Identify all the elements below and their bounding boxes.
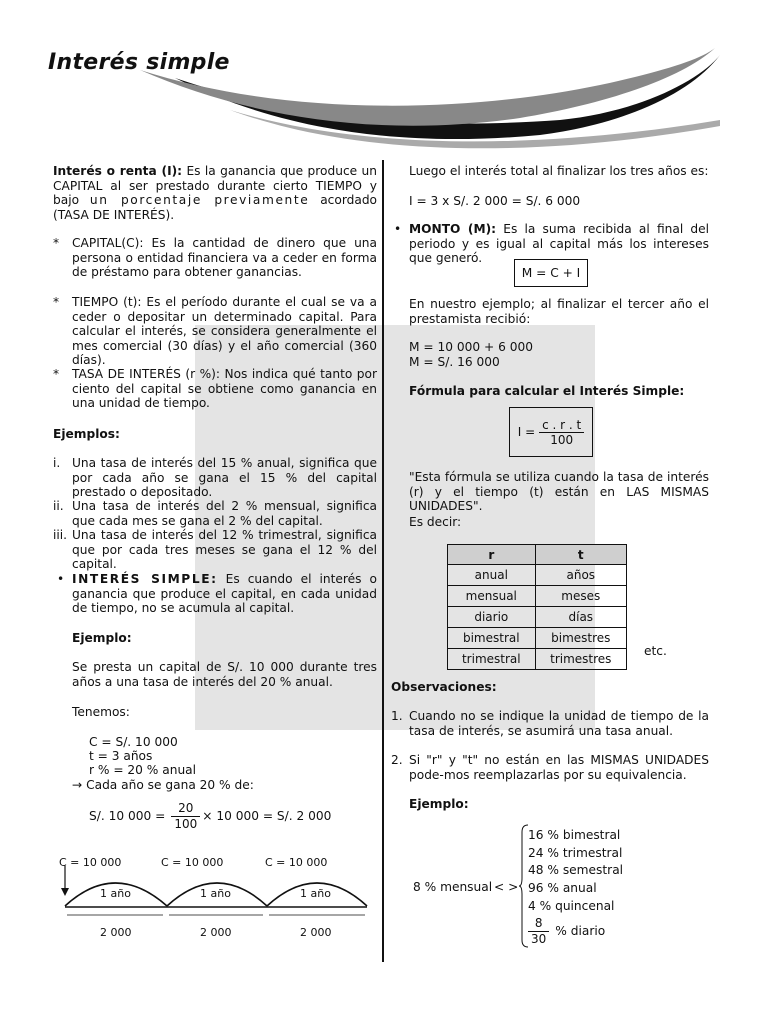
intro-text-end: acordado (TASA DE INTERÉS). <box>53 193 378 222</box>
interes-simple-text: Es cuando el interés o ganancia que produce el capital, en cada unidad de tiempo, no se acumula al capital. <box>72 572 377 616</box>
nuestro-ejemplo-text: En nuestro ejemplo; al finalizar el tercer año el prestamista recibió: <box>409 297 709 326</box>
table-row <box>448 649 627 670</box>
intro-text: Es la ganancia que produce un CAPITAL al ser prestado durante cierto TIEMPO y bajo <box>53 164 377 208</box>
rate-value: r % = 20 % anual <box>89 763 197 777</box>
timeline-gain-label-1: 2 000 <box>100 926 132 939</box>
capital-text: Es la cantidad de dinero que una persona o entidad financiera va a ceder en forma de préstamo para obtener ganancias. <box>72 236 377 280</box>
table-row <box>448 628 627 649</box>
etc-label: etc. <box>644 644 667 658</box>
header-swoosh-graphic <box>0 0 768 160</box>
column-divider <box>382 160 384 962</box>
capital-definition <box>72 236 377 280</box>
intro-spaced-text: un porcentaje previamente <box>89 193 310 208</box>
table-cell: trimestres <box>535 649 626 670</box>
table-cell: mensual <box>448 586 536 607</box>
monto-calc-line-2: M = S/. 16 000 <box>409 355 500 369</box>
monto-text: Es la suma recibida al final del periodo y es igual al capital más los intereses que generó. <box>409 222 710 266</box>
table-cell: días <box>535 607 626 628</box>
capital-term: CAPITAL(C): <box>72 236 144 250</box>
equivalence-item-5: 4 % quincenal <box>528 899 615 913</box>
example-iii: Una tasa de interés del 12 % trimestral, significa que por cada tres meses se gana el 12 % del capital. <box>72 528 377 572</box>
yearly-gain-line: → Cada año se gana 20 % de: <box>72 778 254 792</box>
formula-heading: Fórmula para calcular el Interés Simple: <box>409 384 685 398</box>
example-iii-marker: iii. <box>53 528 68 542</box>
example-ii-marker: ii. <box>53 499 64 513</box>
timeline-capital-label-1: C = 10 000 <box>59 856 122 869</box>
page-title: Interés simple <box>48 50 230 75</box>
calc-numerator: 20 <box>171 801 200 817</box>
luego-text: Luego el interés total al finalizar los tres años es: <box>409 164 709 178</box>
tenemos-label: Tenemos: <box>72 705 130 719</box>
obs-1-marker: 1. <box>391 709 403 723</box>
timeline-year-label-3: 1 año <box>300 887 331 900</box>
ejemplo-statement: Se presta un capital de S/. 10 000 durante tres años a una tasa de interés del 20 % anual. <box>72 660 377 689</box>
calc-fraction <box>171 801 200 831</box>
timeline-year-label-2: 1 año <box>200 887 231 900</box>
interes-simple-definition <box>72 572 377 616</box>
ejemplo-heading-right: Ejemplo: <box>409 797 469 811</box>
tasa-term: TASA DE INTERÉS (r %): <box>72 367 221 381</box>
es-decir-label: Es decir: <box>409 515 462 529</box>
table-cell: diario <box>448 607 536 628</box>
tiempo-text: Es el período durante el cual se va a ceder o depositar un determinado capital. Para calcular el interés, se considera generalmente el mes comercial (30 días) y el año comercial (360 días). <box>72 295 377 368</box>
table-header-t: t <box>535 545 626 565</box>
daily-fraction <box>528 916 549 946</box>
table-cell: bimestral <box>448 628 536 649</box>
timeline-year-label-1: 1 año <box>100 887 131 900</box>
equivalence-item-6 <box>528 914 605 948</box>
daily-label: % diario <box>555 923 606 938</box>
equivalence-item-3: 48 % semestral <box>528 863 624 877</box>
capital-value: C = S/. 10 000 <box>89 735 178 749</box>
interes-simple-term: INTERÉS SIMPLE: <box>72 572 218 586</box>
equivalence-item-4: 96 % anual <box>528 881 597 895</box>
equivalence-symbol: < > <box>494 880 519 894</box>
calc-denominator: 100 <box>174 816 198 831</box>
table-cell: bimestres <box>535 628 626 649</box>
units-quote: "Esta fórmula se utiliza cuando la tasa de interés (r) y el tiempo (t) están en LAS MISMAS UNIDADES". <box>409 470 709 514</box>
tiempo-marker: * <box>53 295 60 309</box>
calc-rhs: × 10 000 = S/. 2 000 <box>202 808 332 823</box>
table-header-r: r <box>448 545 536 565</box>
interest-formula-box <box>509 407 593 457</box>
table-row <box>448 586 627 607</box>
equivalence-item-1: 16 % bimestral <box>528 828 621 842</box>
formula-lhs: I = <box>517 425 536 439</box>
tiempo-term: TIEMPO (t): <box>72 295 142 309</box>
ejemplo-heading-left: Ejemplo: <box>72 631 132 645</box>
timeline-arrowhead <box>61 888 69 896</box>
observation-2: Si "r" y "t" no están en las MISMAS UNIDADES pode-mos reemplazarlas por su equivalencia. <box>409 753 709 782</box>
daily-denominator: 30 <box>531 931 547 946</box>
table-row <box>448 565 627 586</box>
table-cell: anual <box>448 565 536 586</box>
table-cell: trimestral <box>448 649 536 670</box>
formula-fraction <box>539 418 584 447</box>
tasa-marker: * <box>53 367 60 381</box>
equivalence-item-2: 24 % trimestral <box>528 846 623 860</box>
monto-term: MONTO (M): <box>409 222 497 236</box>
example-i-marker: i. <box>53 456 61 470</box>
intro-term: Interés o renta (I): <box>53 164 183 178</box>
timeline-capital-label-3: C = 10 000 <box>265 856 328 869</box>
observaciones-heading: Observaciones: <box>391 680 497 694</box>
intro-paragraph <box>53 164 377 222</box>
obs-2-marker: 2. <box>391 753 403 767</box>
total-interest-calc: I = 3 x S/. 2 000 = S/. 6 000 <box>409 194 581 208</box>
equivalence-lhs: 8 % mensual <box>413 880 493 894</box>
capital-marker: * <box>53 236 60 250</box>
tasa-text: Nos indica qué tanto por ciento del capital se obtiene como ganancia en una unidad de tiempo. <box>72 367 377 411</box>
example-i: Una tasa de interés del 15 % anual, significa que por cada año se gana el 15 % del capital prestado o depositado. <box>72 456 377 500</box>
timeline-gain-label-3: 2 000 <box>300 926 332 939</box>
time-value: t = 3 años <box>89 749 153 763</box>
timeline-gain-label-2: 2 000 <box>200 926 232 939</box>
simple-bullet: • <box>57 572 65 586</box>
tiempo-definition <box>72 295 377 368</box>
gain-calculation <box>89 800 331 832</box>
monto-formula-box: M = C + I <box>514 259 588 287</box>
equivalence-table <box>447 544 627 670</box>
daily-numerator: 8 <box>528 916 549 932</box>
ejemplos-heading: Ejemplos: <box>53 427 120 441</box>
example-ii: Una tasa de interés del 2 % mensual, significa que cada mes se gana el 2 % del capital. <box>72 499 377 528</box>
monto-calc-line-1: M = 10 000 + 6 000 <box>409 340 533 354</box>
formula-numerator: c . r . t <box>539 418 584 433</box>
table-header-row <box>448 545 627 565</box>
calc-lhs: S/. 10 000 = <box>89 808 166 823</box>
table-cell: meses <box>535 586 626 607</box>
observation-1: Cuando no se indique la unidad de tiempo de la tasa de interés, se asumirá una tasa anual. <box>409 709 709 738</box>
monto-bullet: • <box>394 222 402 236</box>
table-cell: años <box>535 565 626 586</box>
tasa-definition <box>72 367 377 411</box>
timeline-capital-label-2: C = 10 000 <box>161 856 224 869</box>
table-row <box>448 607 627 628</box>
formula-denominator: 100 <box>550 432 574 447</box>
